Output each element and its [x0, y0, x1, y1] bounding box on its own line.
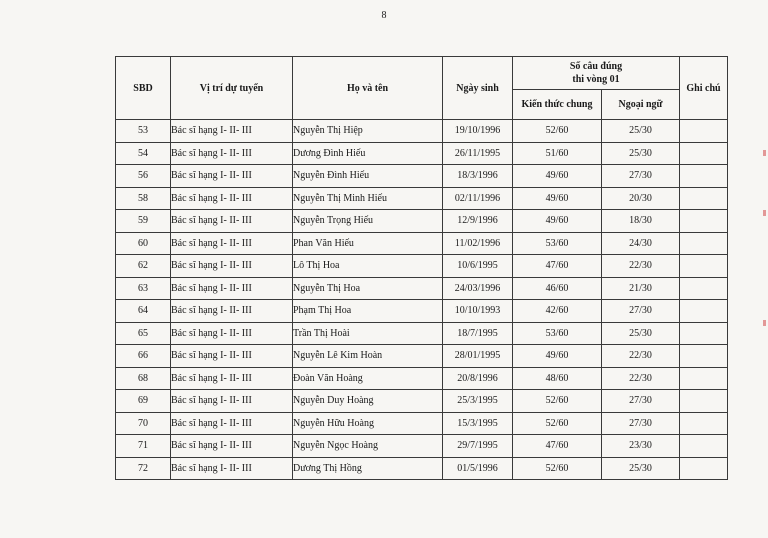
cell-sbd: 64 — [116, 300, 171, 323]
cell-foreign-language: 23/30 — [602, 435, 680, 458]
cell-foreign-language: 27/30 — [602, 390, 680, 413]
cell-name: Nguyễn Đình Hiếu — [293, 165, 443, 188]
cell-sbd: 71 — [116, 435, 171, 458]
cell-dob: 11/02/1996 — [443, 232, 513, 255]
cell-foreign-language: 18/30 — [602, 210, 680, 233]
cell-dob: 26/11/1995 — [443, 142, 513, 165]
cell-general-knowledge: 52/60 — [513, 390, 602, 413]
cell-dob: 18/7/1995 — [443, 322, 513, 345]
cell-foreign-language: 21/30 — [602, 277, 680, 300]
cell-general-knowledge: 52/60 — [513, 120, 602, 143]
header-score-group-line1: Số câu đúng — [569, 61, 623, 72]
cell-position: Bác sĩ hạng I- II- III — [171, 390, 293, 413]
cell-foreign-language: 27/30 — [602, 300, 680, 323]
table-row — [116, 300, 728, 323]
cell-foreign-language: 24/30 — [602, 232, 680, 255]
table-row — [116, 435, 728, 458]
cell-sbd: 59 — [116, 210, 171, 233]
cell-sbd: 72 — [116, 457, 171, 480]
table-row — [116, 322, 728, 345]
table-row — [116, 412, 728, 435]
cell-name: Nguyễn Duy Hoàng — [293, 390, 443, 413]
header-position: Vị trí dự tuyển — [171, 57, 293, 120]
edge-mark — [763, 210, 766, 216]
cell-position: Bác sĩ hạng I- II- III — [171, 165, 293, 188]
cell-sbd: 66 — [116, 345, 171, 368]
cell-foreign-language: 22/30 — [602, 367, 680, 390]
header-notes: Ghi chú — [680, 57, 728, 120]
cell-sbd: 68 — [116, 367, 171, 390]
cell-note — [680, 277, 728, 300]
cell-name: Nguyễn Lê Kim Hoàn — [293, 345, 443, 368]
cell-note — [680, 412, 728, 435]
cell-general-knowledge: 49/60 — [513, 187, 602, 210]
cell-general-knowledge: 53/60 — [513, 322, 602, 345]
edge-mark — [763, 150, 766, 156]
cell-dob: 02/11/1996 — [443, 187, 513, 210]
cell-position: Bác sĩ hạng I- II- III — [171, 457, 293, 480]
cell-note — [680, 300, 728, 323]
cell-note — [680, 390, 728, 413]
cell-general-knowledge: 51/60 — [513, 142, 602, 165]
table-row — [116, 165, 728, 188]
table-row — [116, 187, 728, 210]
header-foreign-language: Ngoại ngữ — [602, 90, 680, 120]
cell-general-knowledge: 47/60 — [513, 255, 602, 278]
cell-position: Bác sĩ hạng I- II- III — [171, 187, 293, 210]
cell-position: Bác sĩ hạng I- II- III — [171, 277, 293, 300]
cell-sbd: 65 — [116, 322, 171, 345]
page-number: 8 — [381, 10, 387, 21]
cell-note — [680, 322, 728, 345]
header-score-group — [513, 57, 680, 90]
cell-name: Nguyễn Thị Hiệp — [293, 120, 443, 143]
cell-name: Dương Đình Hiếu — [293, 142, 443, 165]
header-sbd: SBD — [116, 57, 171, 120]
cell-general-knowledge: 46/60 — [513, 277, 602, 300]
table-row — [116, 142, 728, 165]
cell-general-knowledge: 52/60 — [513, 412, 602, 435]
cell-foreign-language: 25/30 — [602, 322, 680, 345]
results-table — [115, 56, 728, 480]
cell-general-knowledge: 53/60 — [513, 232, 602, 255]
cell-foreign-language: 27/30 — [602, 165, 680, 188]
cell-position: Bác sĩ hạng I- II- III — [171, 142, 293, 165]
cell-position: Bác sĩ hạng I- II- III — [171, 345, 293, 368]
cell-general-knowledge: 52/60 — [513, 457, 602, 480]
cell-dob: 01/5/1996 — [443, 457, 513, 480]
table-row — [116, 120, 728, 143]
cell-name: Phạm Thị Hoa — [293, 300, 443, 323]
table-row — [116, 457, 728, 480]
cell-foreign-language: 25/30 — [602, 120, 680, 143]
cell-general-knowledge: 47/60 — [513, 435, 602, 458]
cell-name: Nguyễn Thị Minh Hiếu — [293, 187, 443, 210]
cell-general-knowledge: 49/60 — [513, 210, 602, 233]
table-row — [116, 277, 728, 300]
cell-dob: 10/10/1993 — [443, 300, 513, 323]
cell-sbd: 54 — [116, 142, 171, 165]
cell-dob: 10/6/1995 — [443, 255, 513, 278]
cell-dob: 18/3/1996 — [443, 165, 513, 188]
cell-general-knowledge: 49/60 — [513, 165, 602, 188]
cell-name: Nguyễn Hữu Hoàng — [293, 412, 443, 435]
cell-name: Trần Thị Hoài — [293, 322, 443, 345]
table-row — [116, 390, 728, 413]
cell-position: Bác sĩ hạng I- II- III — [171, 120, 293, 143]
cell-position: Bác sĩ hạng I- II- III — [171, 435, 293, 458]
cell-note — [680, 435, 728, 458]
cell-note — [680, 367, 728, 390]
cell-note — [680, 255, 728, 278]
cell-name: Đoàn Văn Hoàng — [293, 367, 443, 390]
cell-note — [680, 210, 728, 233]
header-general-knowledge: Kiến thức chung — [513, 90, 602, 120]
cell-position: Bác sĩ hạng I- II- III — [171, 412, 293, 435]
cell-foreign-language: 25/30 — [602, 457, 680, 480]
cell-sbd: 63 — [116, 277, 171, 300]
cell-dob: 29/7/1995 — [443, 435, 513, 458]
cell-sbd: 62 — [116, 255, 171, 278]
header-name: Họ và tên — [293, 57, 443, 120]
cell-general-knowledge: 42/60 — [513, 300, 602, 323]
cell-dob: 19/10/1996 — [443, 120, 513, 143]
cell-name: Nguyễn Ngọc Hoàng — [293, 435, 443, 458]
cell-note — [680, 232, 728, 255]
cell-name: Lô Thị Hoa — [293, 255, 443, 278]
cell-position: Bác sĩ hạng I- II- III — [171, 300, 293, 323]
edge-mark — [763, 320, 766, 326]
cell-sbd: 70 — [116, 412, 171, 435]
cell-name: Dương Thị Hồng — [293, 457, 443, 480]
cell-position: Bác sĩ hạng I- II- III — [171, 232, 293, 255]
cell-sbd: 69 — [116, 390, 171, 413]
cell-note — [680, 187, 728, 210]
cell-general-knowledge: 48/60 — [513, 367, 602, 390]
cell-note — [680, 165, 728, 188]
cell-name: Phan Văn Hiếu — [293, 232, 443, 255]
table-row — [116, 345, 728, 368]
table-row — [116, 232, 728, 255]
cell-position: Bác sĩ hạng I- II- III — [171, 322, 293, 345]
header-score-group-line2: thi vòng 01 — [572, 74, 620, 85]
cell-dob: 28/01/1995 — [443, 345, 513, 368]
cell-note — [680, 345, 728, 368]
cell-sbd: 60 — [116, 232, 171, 255]
cell-foreign-language: 20/30 — [602, 187, 680, 210]
cell-sbd: 56 — [116, 165, 171, 188]
cell-dob: 25/3/1995 — [443, 390, 513, 413]
cell-note — [680, 142, 728, 165]
cell-dob: 24/03/1996 — [443, 277, 513, 300]
cell-position: Bác sĩ hạng I- II- III — [171, 367, 293, 390]
cell-dob: 15/3/1995 — [443, 412, 513, 435]
cell-dob: 20/8/1996 — [443, 367, 513, 390]
cell-foreign-language: 25/30 — [602, 142, 680, 165]
cell-dob: 12/9/1996 — [443, 210, 513, 233]
cell-note — [680, 457, 728, 480]
table-body — [116, 120, 728, 480]
cell-position: Bác sĩ hạng I- II- III — [171, 255, 293, 278]
cell-sbd: 58 — [116, 187, 171, 210]
table-row — [116, 255, 728, 278]
header-dob: Ngày sinh — [443, 57, 513, 120]
cell-position: Bác sĩ hạng I- II- III — [171, 210, 293, 233]
cell-general-knowledge: 49/60 — [513, 345, 602, 368]
cell-foreign-language: 22/30 — [602, 255, 680, 278]
cell-foreign-language: 22/30 — [602, 345, 680, 368]
cell-sbd: 53 — [116, 120, 171, 143]
cell-name: Nguyễn Trọng Hiếu — [293, 210, 443, 233]
table-row — [116, 210, 728, 233]
cell-note — [680, 120, 728, 143]
cell-name: Nguyễn Thị Hoa — [293, 277, 443, 300]
cell-foreign-language: 27/30 — [602, 412, 680, 435]
table-row — [116, 367, 728, 390]
